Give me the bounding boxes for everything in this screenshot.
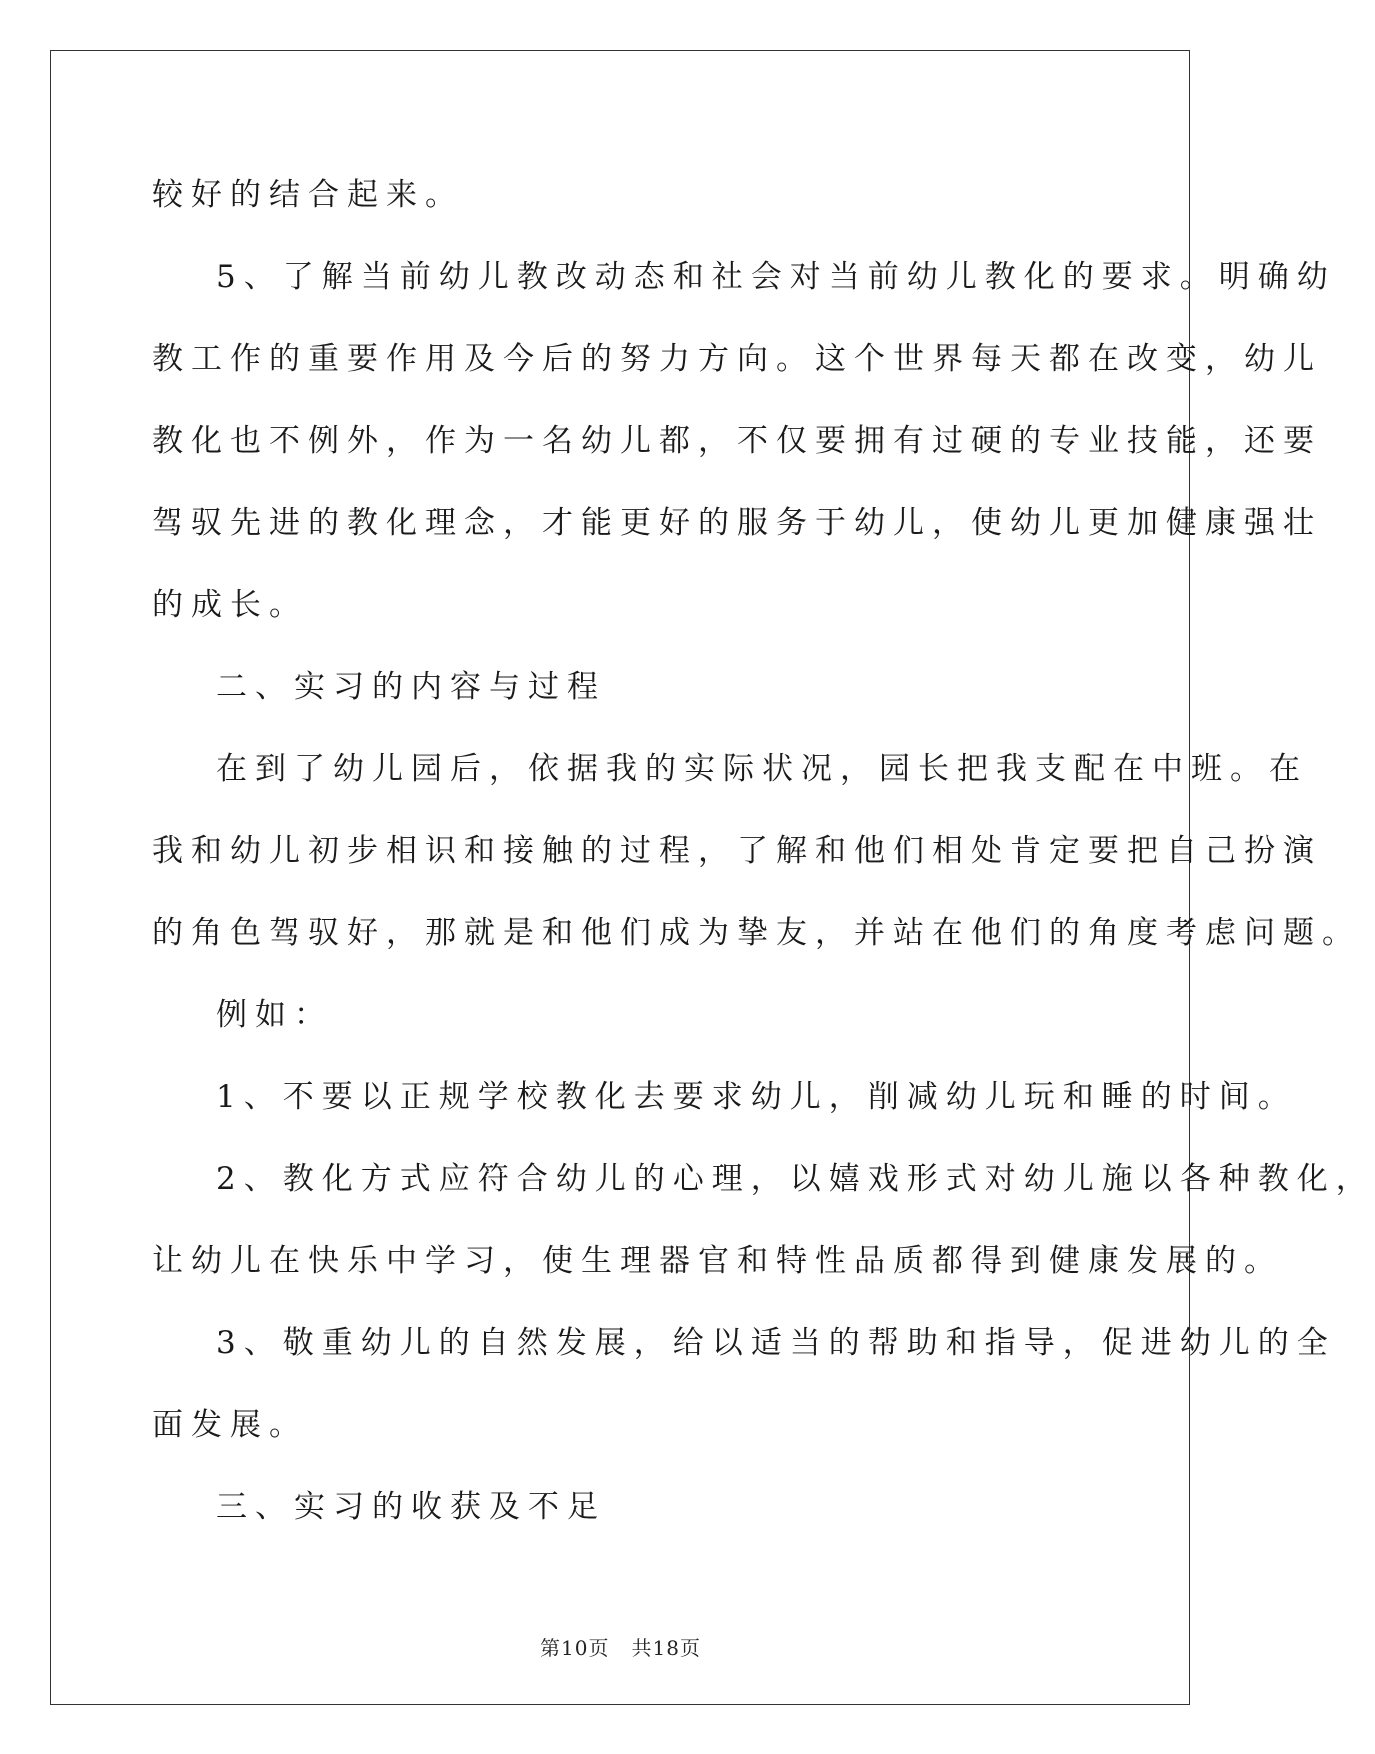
text-line: 例如： bbox=[216, 997, 333, 1033]
list-item: 1、不要以正规学校教化去要求幼儿，削减幼儿玩和睡的时间。 bbox=[216, 1079, 1297, 1115]
page-number: 第10页 bbox=[540, 1636, 610, 1660]
text-line: 教化也不例外，作为一名幼儿都，不仅要拥有过硬的专业技能，还要 bbox=[152, 423, 1322, 459]
text-line: 的角色驾驭好，那就是和他们成为挚友，并站在他们的角度考虑问题。 bbox=[152, 915, 1361, 951]
text-line: 的成长。 bbox=[152, 587, 308, 623]
text-line: 在到了幼儿园后，依据我的实际状况，园长把我支配在中班。在 bbox=[216, 751, 1308, 787]
text-line: 让幼儿在快乐中学习，使生理器官和特性品质都得到健康发展的。 bbox=[152, 1243, 1283, 1279]
text-line: 驾驭先进的教化理念，才能更好的服务于幼儿，使幼儿更加健康强壮 bbox=[152, 505, 1322, 541]
page-total: 共18页 bbox=[631, 1636, 701, 1660]
text-line: 教工作的重要作用及今后的努力方向。这个世界每天都在改变，幼儿 bbox=[152, 341, 1322, 377]
text-line: 我和幼儿初步相识和接触的过程，了解和他们相处肯定要把自己扮演 bbox=[152, 833, 1322, 869]
list-item: 3、敬重幼儿的自然发展，给以适当的帮助和指导，促进幼儿的全 bbox=[216, 1325, 1336, 1361]
section-heading: 二、实习的内容与过程 bbox=[216, 669, 606, 705]
text-line: 较好的结合起来。 bbox=[152, 177, 464, 213]
document-body bbox=[152, 154, 1375, 1548]
list-item: 2、教化方式应符合幼儿的心理，以嬉戏形式对幼儿施以各种教化， bbox=[216, 1161, 1375, 1197]
text-line: 面发展。 bbox=[152, 1407, 308, 1443]
section-heading: 三、实习的收获及不足 bbox=[216, 1489, 606, 1525]
text-line: 5、了解当前幼儿教改动态和社会对当前幼儿教化的要求。明确幼 bbox=[216, 259, 1336, 295]
page-footer bbox=[0, 1632, 1241, 1661]
